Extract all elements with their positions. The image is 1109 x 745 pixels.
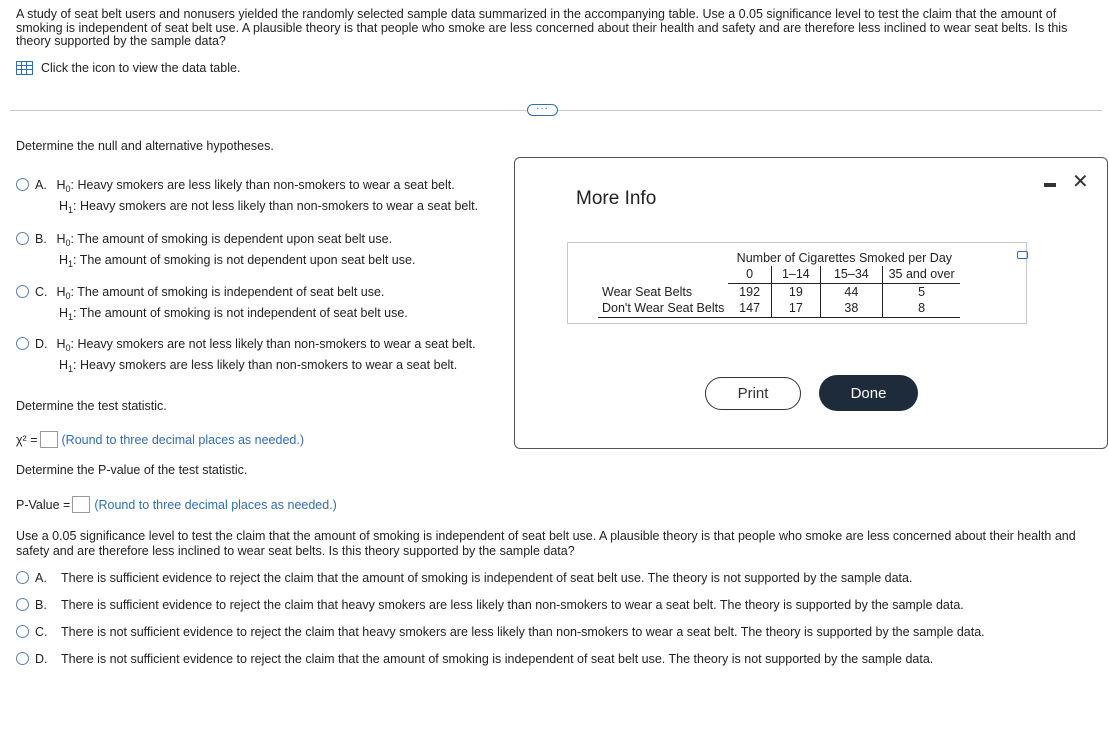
done-button[interactable]: Done bbox=[819, 375, 918, 411]
table-cell: 8 bbox=[882, 300, 960, 317]
more-info-dialog bbox=[514, 157, 1108, 449]
table-cell: 38 bbox=[820, 300, 882, 317]
hypotheses-prompt: Determine the null and alternative hypotheses. bbox=[16, 139, 274, 153]
rounding-hint: (Round to three decimal places as needed.) bbox=[94, 498, 337, 512]
row-label: Wear Seat Belts bbox=[602, 284, 693, 299]
column-header: 35 and over bbox=[882, 266, 960, 283]
radio-option-d[interactable] bbox=[16, 652, 29, 665]
table-cell: 19 bbox=[771, 283, 820, 300]
p-value-prompt: Determine the P-value of the test statistic. bbox=[16, 463, 248, 477]
copy-icon[interactable] bbox=[1017, 251, 1028, 259]
table-cell: 147 bbox=[728, 300, 771, 317]
table-corner bbox=[598, 266, 728, 283]
option-a-h1: Heavy smokers are not less likely than non-smokers to wear a seat belt. bbox=[80, 199, 479, 213]
radio-option-b[interactable] bbox=[16, 598, 29, 611]
column-header: 15–34 bbox=[820, 266, 882, 283]
column-group-header: Number of Cigarettes Smoked per Day bbox=[736, 250, 953, 265]
option-letter: C. bbox=[35, 285, 48, 299]
option-d-h0: Heavy smokers are not less likely than non-smokers to wear a seat belt. bbox=[77, 337, 476, 351]
table-cell: 17 bbox=[771, 300, 820, 317]
option-c-h0: The amount of smoking is independent of seat belt use. bbox=[77, 285, 385, 299]
table-icon[interactable] bbox=[16, 61, 33, 75]
option-b-h0: The amount of smoking is dependent upon seat belt use. bbox=[77, 232, 393, 246]
hypothesis-option-b[interactable]: B. $H_0$: The amount of smoking is dependent upon seat belt use. $H_1$: The amount of smoking is not dependent upon seat belt use. bbox=[16, 232, 392, 248]
test-statistic-prompt: Determine the test statistic. bbox=[16, 399, 167, 413]
rounding-hint: (Round to three decimal places as needed.) bbox=[61, 433, 305, 447]
row-label: Don't Wear Seat Belts bbox=[598, 300, 728, 317]
option-letter: B. bbox=[35, 232, 47, 246]
option-letter: A. bbox=[35, 571, 47, 585]
option-d-h1: Heavy smokers are less likely than non-smokers to wear a seat belt. bbox=[80, 358, 458, 372]
option-a-text: There is sufficient evidence to reject the claim that the amount of smoking is independent of seat belt use. The theory is not supported by the sample data. bbox=[61, 571, 913, 585]
expand-dots-button[interactable]: ··· bbox=[527, 104, 558, 116]
radio-option-d[interactable] bbox=[16, 337, 29, 350]
data-table bbox=[598, 249, 960, 318]
option-b-h1: The amount of smoking is not dependent upon seat belt use. bbox=[79, 253, 416, 267]
option-d-text: There is not sufficient evidence to reject the claim that the amount of smoking is independent of seat belt use. The theory is not supported by the sample data. bbox=[61, 652, 934, 666]
option-letter: A. bbox=[35, 178, 47, 192]
data-table-link-label: Click the icon to view the data table. bbox=[41, 61, 241, 75]
test-statistic-row bbox=[16, 431, 304, 448]
radio-option-b[interactable] bbox=[16, 232, 29, 245]
hypothesis-option-a[interactable]: A. $H_0$: Heavy smokers are less likely than non-smokers to wear a seat belt. $H_1$: Heavy smokers are not less likely than non-smokers to wear a seat belt. bbox=[16, 178, 455, 194]
dialog-title: More Info bbox=[576, 188, 657, 209]
minimize-icon[interactable] bbox=[1044, 183, 1056, 187]
conclusion-option-b[interactable] bbox=[16, 598, 964, 612]
problem-text: A study of seat belt users and nonusers yielded the randomly selected sample data summarized in the accompanying table. Use a 0.05 significance level to test the claim that the amount of smoking is independent of seat belt use. A plausible theory is that people who smoke are less concerned about their health and safety and are therefore less inclined to wear seat belts. Is this theory supported by the sample data? bbox=[16, 7, 1068, 48]
hypothesis-option-c[interactable]: C. $H_0$: The amount of smoking is independent of seat belt use. $H_1$: The amount of smoking is not independent of seat belt use. bbox=[16, 285, 384, 301]
conclusion-option-c[interactable] bbox=[16, 625, 985, 639]
option-c-text: There is not sufficient evidence to reject the claim that heavy smokers are less likely than non-smokers to wear a seat belt. The theory is supported by the sample data. bbox=[61, 625, 985, 639]
table-cell: 44 bbox=[820, 283, 882, 300]
table-cell: 5 bbox=[918, 284, 926, 299]
option-letter: D. bbox=[35, 337, 48, 351]
table-row bbox=[598, 283, 960, 300]
chi-square-input[interactable] bbox=[40, 431, 58, 448]
conclusion-prompt: Use a 0.05 significance level to test the claim that the amount of smoking is independent of seat belt use. A plausible theory is that people who smoke are less concerned about their health and safety and are therefore less inclined to wear seat belts. Is this theory supported by the sample data? bbox=[16, 529, 1076, 558]
option-b-text: There is sufficient evidence to reject the claim that heavy smokers are less likely than non-smokers to wear a seat belt. The theory is supported by the sample data. bbox=[61, 598, 964, 612]
print-button[interactable]: Print bbox=[705, 377, 801, 410]
table-cell: 192 bbox=[728, 283, 771, 300]
column-header: 1–14 bbox=[771, 266, 820, 283]
option-a-h0: Heavy smokers are less likely than non-smokers to wear a seat belt. bbox=[77, 178, 455, 192]
option-letter: B. bbox=[35, 598, 47, 612]
option-c-h1: The amount of smoking is not independent of seat belt use. bbox=[79, 306, 408, 320]
table-row bbox=[598, 300, 960, 317]
option-letter: D. bbox=[35, 652, 48, 666]
chi-square-label: χ² = bbox=[16, 433, 38, 447]
close-icon[interactable]: ✕ bbox=[1072, 171, 1089, 193]
radio-option-a[interactable] bbox=[16, 178, 29, 191]
p-value-input[interactable] bbox=[72, 496, 90, 513]
data-table-link[interactable] bbox=[16, 61, 240, 75]
radio-option-a[interactable] bbox=[16, 571, 29, 584]
option-letter: C. bbox=[35, 625, 48, 639]
hypothesis-option-d[interactable]: D. $H_0$: Heavy smokers are not less likely than non-smokers to wear a seat belt. $H_1$: Heavy smokers are less likely than non-smokers to wear a seat belt. bbox=[16, 337, 476, 353]
radio-option-c[interactable] bbox=[16, 285, 29, 298]
conclusion-option-d[interactable] bbox=[16, 652, 933, 666]
table-corner bbox=[598, 249, 728, 266]
data-table-panel bbox=[567, 242, 1027, 324]
p-value-label: P-Value = bbox=[16, 498, 71, 512]
problem-statement bbox=[16, 8, 1096, 49]
column-header: 0 bbox=[728, 266, 771, 283]
p-value-row bbox=[16, 496, 337, 513]
conclusion-option-a[interactable] bbox=[16, 571, 912, 585]
radio-option-c[interactable] bbox=[16, 625, 29, 638]
